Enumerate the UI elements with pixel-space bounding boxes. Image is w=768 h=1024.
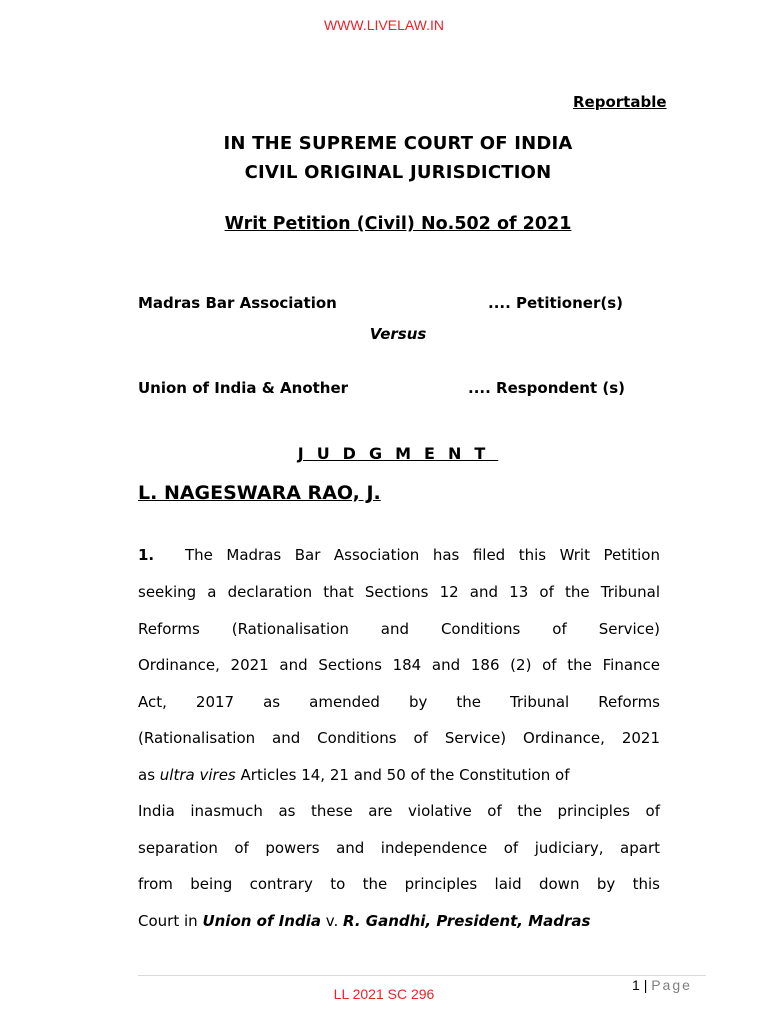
versus-label: Versus — [369, 325, 427, 343]
watermark-top — [0, 17, 768, 33]
petitioner-role: .... Petitioner(s) — [488, 294, 623, 312]
paragraph-text: The Madras Bar Association has filed this Writ Petition — [185, 546, 660, 564]
paragraph-line-4: Ordinance, 2021 and Sections 184 and 186 (2) of the Finance — [138, 656, 660, 674]
page-separator: | — [643, 977, 648, 993]
paragraph-number: 1. — [138, 546, 155, 564]
paragraph-text: Articles 14, 21 and 50 of the Constitution of — [240, 766, 570, 784]
paragraph-text: Court in — [138, 912, 198, 930]
paragraph-italic: ultra vires — [159, 766, 236, 784]
page-label: Page — [651, 977, 692, 993]
footer-divider — [138, 975, 706, 976]
case-citation-party: R. Gandhi, President, Madras — [343, 912, 591, 930]
case-title: Writ Petition (Civil) No.502 of 2021 — [224, 214, 572, 234]
judgment-heading: JUDGMENT — [297, 444, 499, 463]
paragraph-line-6: (Rationalisation and Conditions of Service) Ordinance, 2021 — [138, 729, 660, 747]
petitioner-name: Madras Bar Association — [138, 294, 337, 312]
paragraph-text: as — [138, 766, 156, 784]
paragraph-line-2: seeking a declaration that Sections 12 and 13 of the Tribunal — [138, 583, 660, 601]
judge-name: L. NAGESWARA RAO, J. — [138, 482, 381, 504]
court-jurisdiction: CIVIL ORIGINAL JURISDICTION — [244, 162, 552, 183]
paragraph-line-3: Reforms (Rationalisation and Conditions of Service) — [138, 620, 660, 638]
paragraph-line-1 — [138, 544, 660, 566]
respondent-role: .... Respondent (s) — [468, 379, 626, 397]
court-name: IN THE SUPREME COURT OF INDIA — [223, 133, 573, 154]
watermark-bottom — [0, 986, 768, 1002]
paragraph-line-11 — [138, 910, 660, 932]
respondent-name: Union of India & Another — [138, 379, 349, 397]
paragraph-line-10: from being contrary to the principles laid down by this — [138, 875, 660, 893]
case-citation-party: Union of India — [202, 912, 321, 930]
paragraph-line-8: India inasmuch as these are violative of the principles of — [138, 802, 660, 820]
watermark-bottom-text: LL 2021 SC 296 — [333, 986, 435, 1002]
paragraph-line-9: separation of powers and independence of judiciary, apart — [138, 839, 660, 857]
reportable-label: Reportable — [573, 93, 667, 111]
paragraph-line-5: Act, 2017 as amended by the Tribunal Reforms — [138, 693, 660, 711]
watermark-top-text: WWW.LIVELAW.IN — [323, 17, 445, 33]
paragraph-text: v. — [325, 912, 339, 930]
page-number-value: 1 — [632, 977, 640, 993]
paragraph-line-7 — [138, 764, 660, 786]
